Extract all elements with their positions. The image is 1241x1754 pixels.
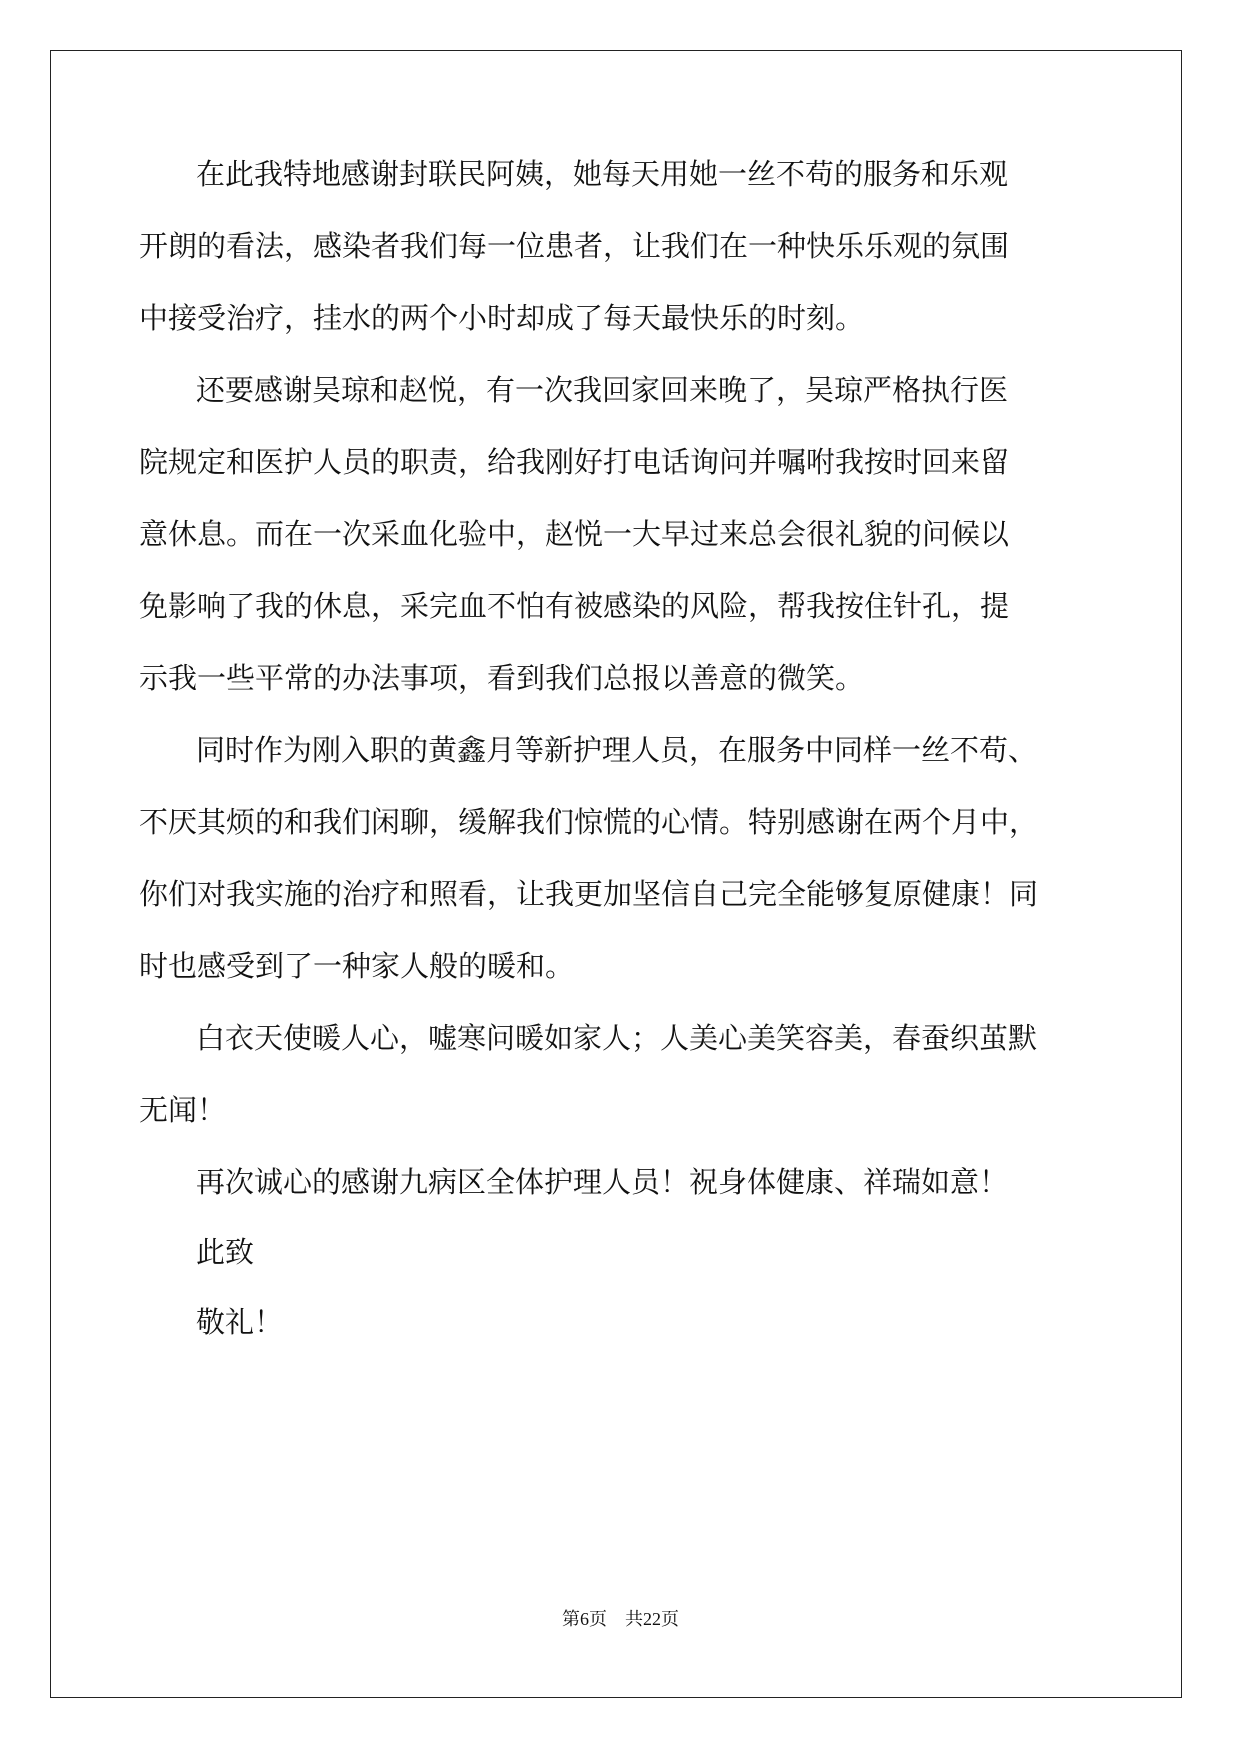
total-unit: 页	[661, 1609, 679, 1629]
total-label: 共	[625, 1609, 643, 1629]
body-line: 意休息。而在一次采血化验中，赵悦一大早过来总会很礼貌的问候以	[139, 517, 1010, 551]
body-line: 不厌其烦的和我们闲聊，缓解我们惊慌的心情。特别感谢在两个月中，	[139, 805, 1039, 839]
body-line: 再次诚心的感谢九病区全体护理人员！祝身体健康、祥瑞如意！	[196, 1165, 1009, 1199]
page-number: 6	[580, 1609, 589, 1629]
body-line: 在此我特地感谢封联民阿姨，她每天用她一丝不苟的服务和乐观	[196, 157, 1009, 191]
body-line: 白衣天使暖人心，嘘寒问暖如家人；人美心美笑容美，春蚕织茧默	[196, 1021, 1038, 1055]
body-line: 同时作为刚入职的黄鑫月等新护理人员，在服务中同样一丝不苟、	[196, 733, 1038, 767]
body-line: 你们对我实施的治疗和照看，让我更加坚信自己完全能够复原健康！同	[139, 877, 1039, 911]
body-line: 免影响了我的休息，采完血不怕有被感染的风险，帮我按住针孔，提	[139, 589, 1010, 623]
body-line: 时也感受到了一种家人般的暖和。	[139, 949, 575, 983]
body-line: 无闻！	[139, 1093, 227, 1127]
body-line: 中接受治疗，挂水的两个小时却成了每天最快乐的时刻。	[139, 301, 865, 335]
closing-salutation: 此致	[196, 1235, 255, 1269]
total-pages: 22	[643, 1609, 661, 1629]
body-line: 示我一些平常的办法事项，看到我们总报以善意的微笑。	[139, 661, 865, 695]
page-label: 第	[562, 1609, 580, 1629]
page-unit: 页	[589, 1609, 607, 1629]
body-line: 还要感谢吴琼和赵悦，有一次我回家回来晚了，吴琼严格执行医	[196, 373, 1009, 407]
body-line: 院规定和医护人员的职责，给我刚好打电话询问并嘱咐我按时回来留	[139, 445, 1010, 479]
page-footer	[0, 1607, 1241, 1631]
body-line: 开朗的看法，感染者我们每一位患者，让我们在一种快乐乐观的氛围	[139, 229, 1010, 263]
closing-regards: 敬礼！	[196, 1305, 284, 1339]
